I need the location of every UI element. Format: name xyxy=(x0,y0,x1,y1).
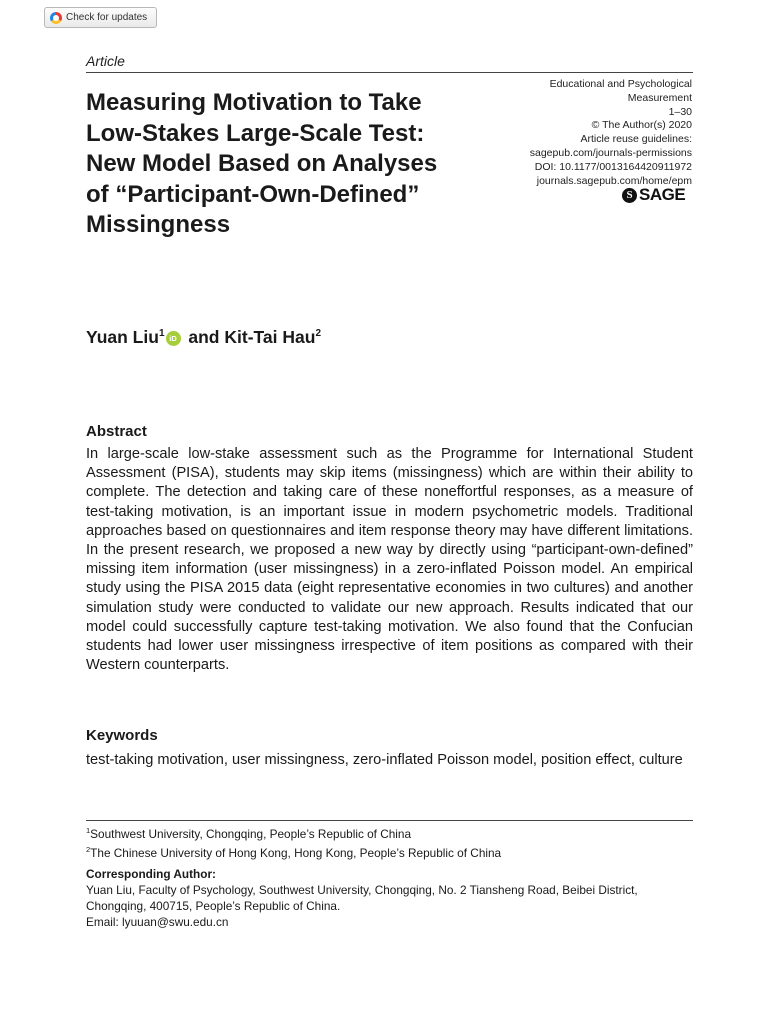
article-type-label: Article xyxy=(86,53,125,69)
affiliation-2-text: The Chinese University of Hong Kong, Hong Kong, People’s Republic of China xyxy=(90,845,502,860)
author-line xyxy=(86,327,321,348)
author-2-affiliation-mark: 2 xyxy=(315,328,322,340)
abstract-text: In large-scale low-stake assessment such as the Programme for International Student Assessment (PISA), students may skip items (missingness) which are within their ability to complete. The detection and taking care of these noneffortful responses, as a measure of test-taking motivation, is an important issue in modern psychometric models. Traditional approaches based on questionnaires and item response theory may have different limitations. In the present research, we proposed a new way by directly using “participant-own-defined” missing item information (user missingness) in a zero-inflated Poisson model. An empirical study using the PISA 2015 data (eight representative economies in two cultures) and another simulation study were conducted to validate our new approach. Results indicated that our model could successfully capture test-taking motivation. We also found that the Confucian students had lower user missingness irrespective of item positions as compared with their Western counterparts. xyxy=(86,446,693,674)
crossmark-icon xyxy=(50,12,62,24)
doi[interactable]: DOI: 10.1177/0013164420911972 xyxy=(534,160,692,173)
author-1-name: Yuan Liu xyxy=(86,327,159,347)
check-for-updates-button[interactable] xyxy=(44,7,157,28)
affiliation-2 xyxy=(86,842,693,861)
page-range: 1–30 xyxy=(668,105,692,118)
permissions-link[interactable]: sagepub.com/journals-permissions xyxy=(529,146,692,159)
copyright: © The Author(s) 2020 xyxy=(591,119,692,132)
orcid-icon[interactable]: iD xyxy=(166,331,181,346)
header-rule xyxy=(86,72,693,73)
author-1-affiliation-mark: 1 xyxy=(158,328,165,340)
sage-logo xyxy=(622,185,685,205)
affiliations xyxy=(86,823,693,861)
affiliation-1-mark: 1 xyxy=(86,826,91,835)
corresponding-line-2: Chongqing, 400715, People’s Republic of China. xyxy=(86,899,341,913)
affiliation-1 xyxy=(86,823,693,842)
affiliation-1-text: Southwest University, Chongqing, People’s Republic of China xyxy=(90,826,412,841)
corresponding-author-heading: Corresponding Author: xyxy=(86,867,216,881)
sage-logo-icon: S xyxy=(622,188,637,203)
corresponding-email[interactable]: Email: lyuuan@swu.edu.cn xyxy=(86,915,229,929)
author-conjunction: and xyxy=(188,327,220,347)
footnote-rule xyxy=(86,820,693,821)
journal-name-line-1: Educational and Psychological xyxy=(549,78,692,90)
article-title: Measuring Motivation to Take Low-Stakes Large-Scale Test: New Model Based on Analyses of “Participant-Own-Defined” Missingness xyxy=(86,89,438,238)
corresponding-author-details xyxy=(86,882,693,930)
check-for-updates-label: Check for updates xyxy=(66,12,148,23)
journal-homepage-link[interactable]: journals.sagepub.com/home/epm xyxy=(536,174,692,187)
author-2-name: Kit-Tai Hau xyxy=(224,327,316,347)
journal-info xyxy=(472,78,692,188)
keywords-text: test-taking motivation, user missingness, zero-inflated Poisson model, position effect, culture xyxy=(86,752,683,768)
corresponding-line-1: Yuan Liu, Faculty of Psychology, Southwest University, Chongqing, No. 2 Tiansheng Road, Beibei District, xyxy=(86,883,638,897)
keywords-heading: Keywords xyxy=(86,727,158,744)
affiliation-2-mark: 2 xyxy=(86,844,91,854)
abstract-heading: Abstract xyxy=(86,423,147,440)
reuse-guidelines-label: Article reuse guidelines: xyxy=(580,133,692,146)
sage-logo-text: SAGE xyxy=(639,185,686,204)
journal-name-line-2: Measurement xyxy=(627,91,692,104)
